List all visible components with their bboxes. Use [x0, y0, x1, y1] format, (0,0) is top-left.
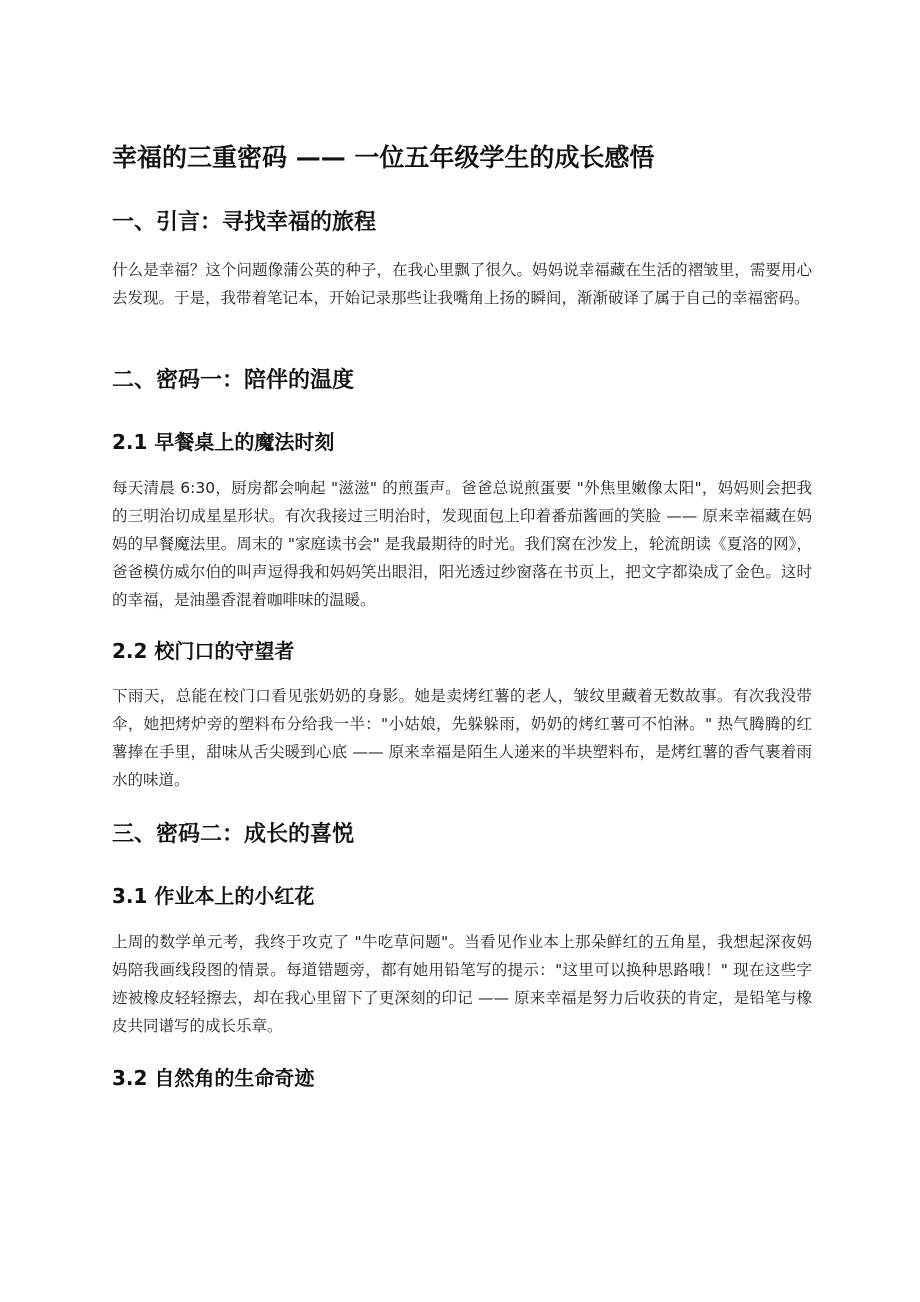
subsection-heading-3-1: 3.1 作业本上的小红花 [112, 884, 315, 908]
section-paragraph-intro: 什么是幸福？这个问题像蒲公英的种子，在我心里飘了很久。妈妈说幸福藏在生活的褶皱里，需要用心去发现。于是，我带着笔记本，开始记录那些让我嘴角上扬的瞬间，渐渐破译了属于自己的幸福密码。 [112, 261, 812, 307]
subsection-heading-3-2: 3.2 自然角的生命奇迹 [112, 1066, 315, 1090]
section-heading-intro: 一、引言：寻找幸福的旅程 [112, 210, 377, 235]
subsection-paragraph-2-1: 每天清晨 6:30，厨房都会响起 "滋滋" 的煎蛋声。爸爸总说煎蛋要 "外焦里嫩像太阳"，妈妈则会把我的三明治切成星星形状。有次我接过三明治时，发现面包上印着番茄酱画的笑脸 —— 原来幸福藏在妈妈的早餐魔法里。周末的 "家庭读书会" 是我最期待的时光。我们窝在沙发上，轮流朗读《夏洛的网》，爸爸模仿威尔伯的叫声逗得我和妈妈笑出眼泪，阳光透过纱窗落在书页上，把文字都染成了金色。这时的幸福，是油墨香混着咖啡味的温暖。 [112, 479, 812, 609]
subsection-heading-2-2: 2.2 校门口的守望者 [112, 639, 295, 663]
section-heading-code-two: 三、密码二：成长的喜悦 [112, 822, 355, 847]
subsection-heading-2-1: 2.1 早餐桌上的魔法时刻 [112, 430, 335, 454]
section-heading-code-one: 二、密码一：陪伴的温度 [112, 368, 355, 393]
subsection-paragraph-3-1: 上周的数学单元考，我终于攻克了 "牛吃草问题"。当看见作业本上那朵鲜红的五角星，我想起深夜妈妈陪我画线段图的情景。每道错题旁，都有她用铅笔写的提示："这里可以换种思路哦！" 现在这些字迹被橡皮轻轻擦去，却在我心里留下了更深刻的印记 —— 原来幸福是努力后收获的肯定，是铅笔与橡皮共同谱写的成长乐章。 [112, 933, 812, 1035]
document-title: 幸福的三重密码 —— 一位五年级学生的成长感悟 [112, 143, 655, 172]
subsection-paragraph-2-2: 下雨天，总能在校门口看见张奶奶的身影。她是卖烤红薯的老人，皱纹里藏着无数故事。有次我没带伞，她把烤炉旁的塑料布分给我一半："小姑娘，先躲躲雨，奶奶的烤红薯可不怕淋。" 热气腾腾的红薯捧在手里，甜味从舌尖暖到心底 —— 原来幸福是陌生人递来的半块塑料布，是烤红薯的香气裹着雨水的味道。 [112, 687, 812, 789]
